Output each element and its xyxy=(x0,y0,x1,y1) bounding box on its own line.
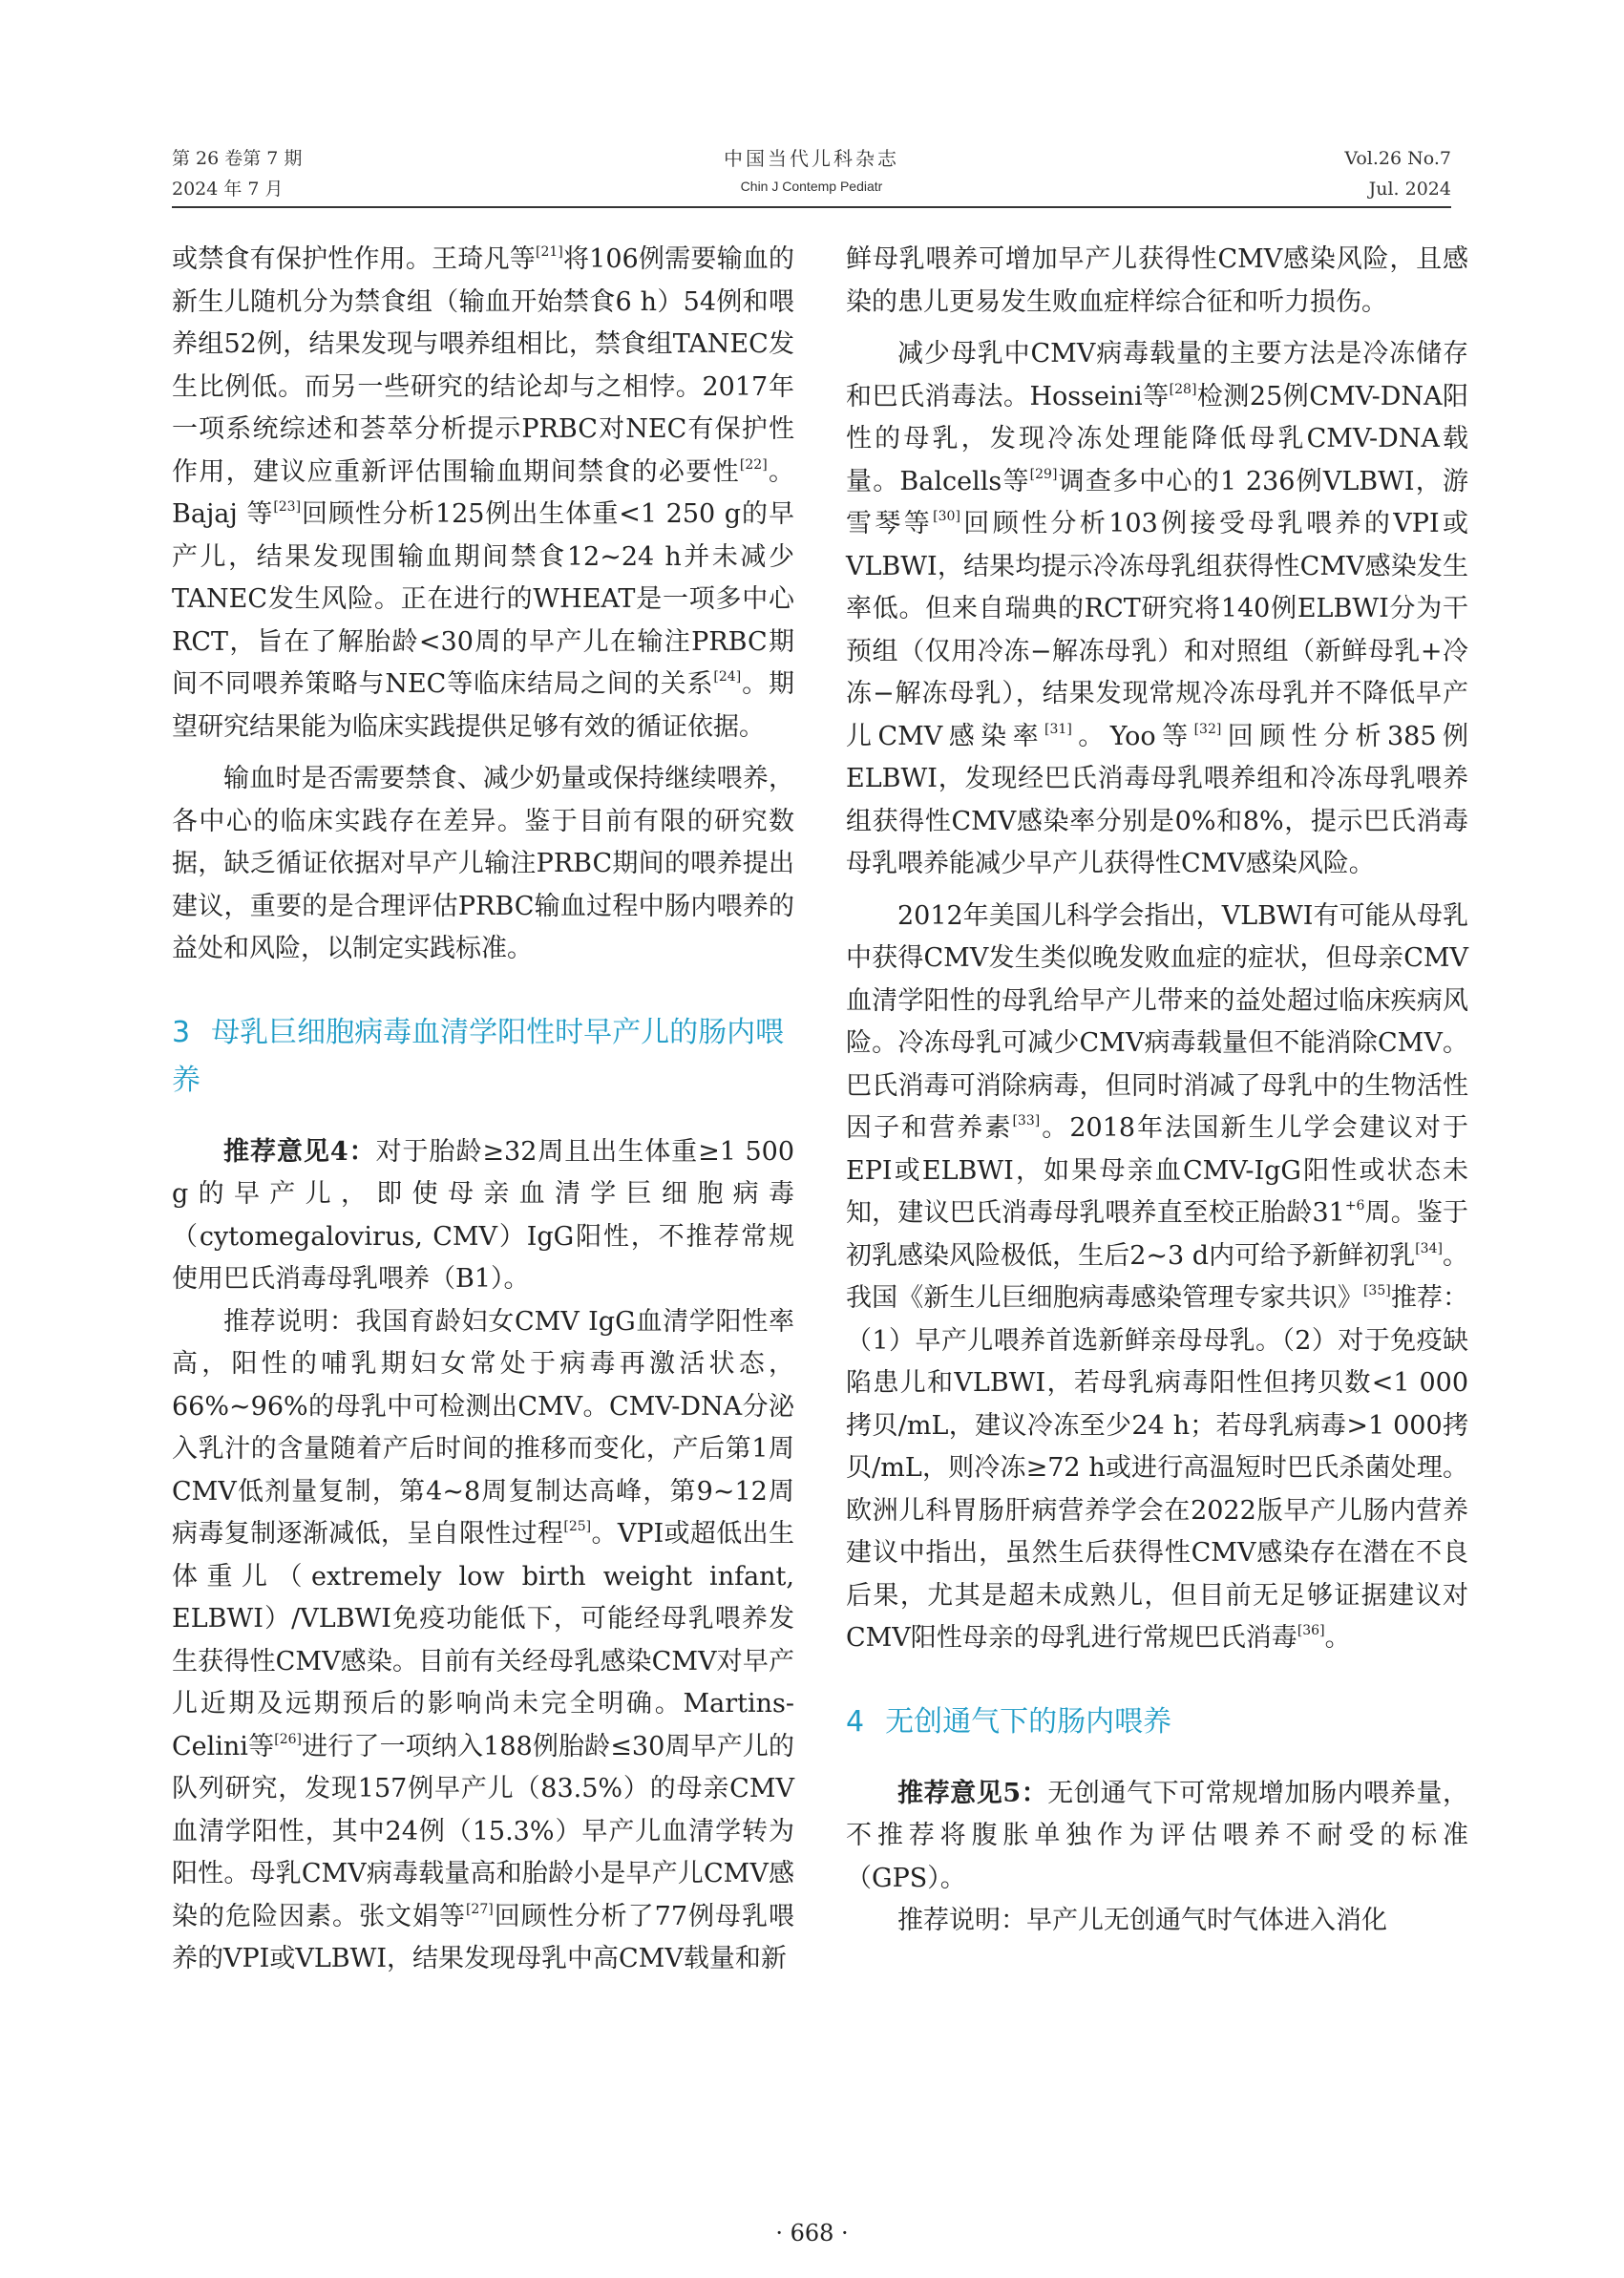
citation: [29] xyxy=(1029,466,1058,482)
citation: [27] xyxy=(465,1901,494,1917)
text-run: 推荐：（1）早产儿喂养首选新鲜亲母母乳。（2）对于免疫缺陷患儿和VLBWI，若母乳病毒阳性但拷贝数<1 000拷贝/mL，建议冷冻至少24 h；若母乳病毒>1 000拷贝/mL，则冷冻≥72 h或进行高温短时巴氏杀菌处理。欧洲儿科胃肠肝病营养学会在2022版早产儿肠内营养建议中指出，虽然生后获得性CMV感染存在潜在不良后果，尤其是超未成熟儿，但目前无足够证据建议对CMV阳性母亲的母乳进行常规巴氏消毒 xyxy=(846,1283,1469,1653)
header-rule xyxy=(172,206,1451,208)
paragraph xyxy=(172,239,794,749)
text-run: 回顾性分析385例ELBWI，发现经巴氏消毒母乳喂养组和冷冻母乳喂养组获得性CMV感染率分别是0%和8%，提示巴氏消毒母乳喂养能减少早产儿获得性CMV感染风险。 xyxy=(846,721,1468,878)
text-run: 。VPI或超低出生体重儿（extremely low birth weight infant, ELBWI）/VLBWI免疫功能低下，可能经母乳喂养发生获得性CMV感染。目前有关经母乳感染CMV对早产儿近期及远期预后的影响尚未完全明确。Martins-Celini等 xyxy=(172,1519,794,1761)
section-number: 4 xyxy=(846,1704,865,1739)
text-run: 周。鉴于初乳感染风险极低，生后2~3 d内可给予新鲜初乳 xyxy=(846,1198,1468,1271)
paragraph: 输血时是否需要禁食、减少奶量或保持继续喂养，各中心的临床实践存在差异。鉴于目前有限的研究数据，缺乏循证依据对早产儿输注PRBC期间的喂养提出建议，重要的是合理评估PRBC输血过程中肠内喂养的益处和风险，以制定实践标准。 xyxy=(172,764,794,963)
recommendation-label: 推荐意见4： xyxy=(223,1136,376,1167)
text-run: 进行了一项纳入188例胎龄≤30周早产儿的队列研究，发现157例早产儿（83.5%）的母亲CMV血清学阳性，其中24例（15.3%）早产儿血清学转为阳性。母乳CMV病毒载量高和胎龄小是早产儿CMV感染的危险因素。张文娟等 xyxy=(172,1731,795,1931)
page-number: · 668 · xyxy=(775,2220,849,2246)
paragraph: 鲜母乳喂养可增加早产儿获得性CMV感染风险，且感染的患儿更易发生败血症样综合征和听力损伤。 xyxy=(846,244,1468,317)
journal-title: 中国当代儿科杂志 xyxy=(724,147,899,170)
citation: [26] xyxy=(274,1731,302,1747)
header-right xyxy=(1344,143,1451,204)
text-run: 回顾性分析103例接受母乳喂养的VPI或VLBWI，结果均提示冷冻母乳组获得性CMV感染发生率低。但来自瑞典的RCT研究将140例ELBWI分为干预组（仅用冷冻−解冻母乳）和对照组（新鲜母乳+冷冻−解冻母乳），结果发现常规冷冻母乳并不降低早产儿CMV感染率 xyxy=(846,509,1468,751)
paragraph xyxy=(846,333,1468,886)
text-run: 减少母乳中CMV病毒载量的主要方法是冷冻储存和巴氏消毒法。Hosseini等 xyxy=(846,339,1468,411)
citation: [25] xyxy=(563,1519,592,1534)
issue-date: 2024 年 7 月 xyxy=(172,179,284,200)
header-center xyxy=(172,143,1451,199)
text-run: 回顾性分析125例出生体重<1 250 g的早产儿，结果发现围输血期间禁食12~24 h并未减少TANEC发生风险。正在进行的WHEAT是一项多中心RCT，旨在了解胎龄<30周的早产儿在输注PRBC期间不同喂养策略与NEC等临床结局之间的关系 xyxy=(172,499,794,699)
recommendation-label: 推荐意见5： xyxy=(897,1778,1048,1808)
citation: [31] xyxy=(1044,721,1072,737)
text-run: 调查多中心的1 236例VLBWI，游雪琴等 xyxy=(846,466,1468,538)
citation: [30] xyxy=(933,509,960,524)
text-run: 推荐说明：我国育龄妇女CMV IgG血清学阳性率高，阳性的哺乳期妇女常处于病毒再激活状态，66%~96%的母乳中可检测出CMV。CMV-DNA分泌入乳汁的含量随着产后时间的推移而变化，产后第1周CMV低剂量复制，第4~8周复制达高峰，第9~12周病毒复制逐渐减低，呈自限性过程 xyxy=(172,1306,794,1549)
citation: [21] xyxy=(536,244,563,260)
citation: [32] xyxy=(1193,721,1222,737)
section-heading-3 xyxy=(172,1009,794,1105)
section-number: 3 xyxy=(172,1015,191,1049)
paragraph: 推荐说明：早产儿无创通气时气体进入消化 xyxy=(897,1906,1387,1935)
volume-issue-en: Vol.26 No.7 xyxy=(1344,148,1451,169)
paragraph xyxy=(172,1301,794,1981)
citation: [24] xyxy=(713,669,742,685)
text-run: 。2018年法国新生儿学会建议对于EPI或ELBWI，如果母亲血CMV-IgG阳性或状态未知，建议巴氏消毒母乳喂养直至校正胎龄31 xyxy=(846,1113,1469,1228)
text-run: 将106例需要输血的新生儿随机分为禁食组（输血开始禁食6 h）54例和喂养组52例，结果发现与喂养组相比，禁食组TANEC发生比例低。而另一些研究的结论却与之相悖。2017年一项系统综述和荟萃分析提示PRBC对NEC有保护性作用，建议应重新评估围输血期间禁食的必要性 xyxy=(172,244,794,487)
citation: [23] xyxy=(273,499,302,515)
recommendation-text: 无创通气下可常规增加肠内喂养量，不推荐将腹胀单独作为评估喂养不耐受的标准（GPS）。 xyxy=(846,1778,1468,1893)
recommendation-5 xyxy=(846,1773,1468,1901)
text-run: 。 xyxy=(1324,1623,1351,1653)
text-run: 检测25例CMV-DNA阳性的母乳，发现冷冻处理能降低母乳CMV-DNA载量。Balcells等 xyxy=(846,381,1469,496)
text-run: 回顾性分析了77例母乳喂养的VPI或VLBWI，结果发现母乳中高CMV载量和新 xyxy=(172,1901,795,1973)
paragraph xyxy=(846,896,1468,1660)
section-title: 母乳巨细胞病毒血清学阳性时早产儿的肠内喂养 xyxy=(172,1015,785,1097)
text-run: 。Yoo等 xyxy=(1071,721,1194,751)
left-column xyxy=(172,239,794,1981)
citation: [33] xyxy=(1012,1113,1041,1128)
citation: [28] xyxy=(1169,381,1197,397)
text-run: 或禁食有保护性作用。王琦凡等 xyxy=(172,244,536,274)
issue-date-en: Jul. 2024 xyxy=(1368,179,1451,200)
citation: [35] xyxy=(1362,1283,1391,1298)
section-heading-4 xyxy=(846,1698,1468,1746)
citation: [36] xyxy=(1297,1623,1325,1638)
volume-issue: 第 26 卷第 7 期 xyxy=(172,148,303,169)
section-title: 无创通气下的肠内喂养 xyxy=(885,1704,1172,1739)
text-run: 。我国《新生儿巨细胞病毒感染管理专家共识》 xyxy=(846,1240,1468,1313)
recommendation-4 xyxy=(172,1131,794,1301)
citation: [34] xyxy=(1415,1240,1443,1256)
right-column xyxy=(846,239,1468,1943)
recommendation-text: 对于胎龄≥32周且出生体重≥1 500 g的早产儿，即使母亲血清学巨细胞病毒（cytomegalovirus, CMV）IgG阳性，不推荐常规使用巴氏消毒母乳喂养（B1）。 xyxy=(172,1136,794,1294)
text-run: 。期望研究结果能为临床实践提供足够有效的循证依据。 xyxy=(172,669,795,742)
superscript: +6 xyxy=(1344,1198,1365,1213)
citation: [22] xyxy=(739,456,768,473)
text-run: 。Bajaj 等 xyxy=(172,456,795,529)
journal-title-en: Chin J Contemp Pediatr xyxy=(740,179,883,194)
running-header xyxy=(172,143,1451,200)
text-run: 2012年美国儿科学会指出，VLBWI有可能从母乳中获得CMV发生类似晚发败血症的症状，但母亲CMV血清学阳性的母乳给早产儿带来的益处超过临床疾病风险。冷冻母乳可减少CMV病毒载量但不能消除CMV。巴氏消毒可消除病毒，但同时消减了母乳中的生物活性因子和营养素 xyxy=(846,900,1468,1143)
